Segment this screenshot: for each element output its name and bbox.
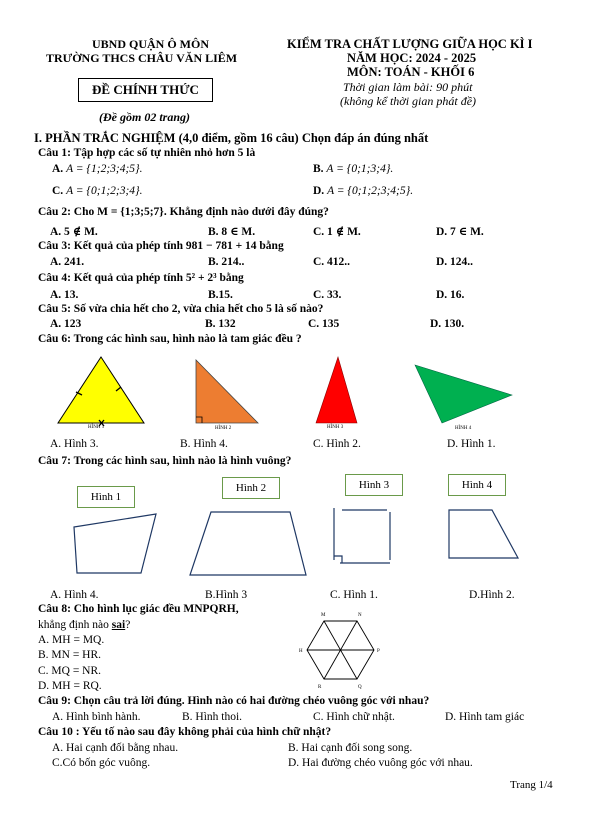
q4-option-a: A. 13. bbox=[50, 289, 79, 301]
q4-option-d: D. 16. bbox=[436, 289, 465, 301]
q7-option-d: D.Hình 2. bbox=[469, 589, 515, 601]
q10-stem-post: của hình chữ nhật? bbox=[233, 726, 332, 738]
q1-a-key: A. bbox=[52, 163, 64, 175]
q7-stem: Câu 7: Trong các hình sau, hình nào là hình vuông? bbox=[38, 455, 292, 467]
q2-option-c: C. 1 ∉ M. bbox=[313, 226, 361, 238]
q2-option-d: D. 7 ∈ M. bbox=[436, 226, 484, 238]
q1-b-key: B. bbox=[313, 163, 324, 175]
q7-label-1: Hình 1 bbox=[77, 486, 135, 508]
q3-stem: Câu 3: Kết quả của phép tính 981 − 781 + 14 bằng bbox=[38, 240, 284, 252]
q1-d-key: D. bbox=[313, 185, 325, 197]
q8-stem-line1: Câu 8: Cho hình lục giác đều MNPQRH, bbox=[38, 603, 239, 615]
q5-option-b: B. 132 bbox=[205, 318, 236, 330]
q5-option-a: A. 123 bbox=[50, 318, 82, 330]
q8-stem-line2 bbox=[38, 619, 130, 631]
q8-vertex-p: P bbox=[377, 649, 380, 654]
q3-option-d: D. 124.. bbox=[436, 256, 474, 268]
q1-b-text: A = {0;1;3;4}. bbox=[326, 163, 394, 175]
q1-d-text: A = {0;1;2;3;4;5}. bbox=[327, 185, 414, 197]
q6-figure-1-triangle bbox=[58, 357, 144, 423]
q6-figure-4-caption: HÌNH 4 bbox=[455, 426, 472, 431]
q7-option-c: C. Hình 1. bbox=[330, 589, 378, 601]
q8-hexagon bbox=[307, 621, 374, 679]
q8-vertex-q: Q bbox=[358, 685, 362, 690]
q8-option-c: C. MQ = NR. bbox=[38, 665, 102, 677]
district-name: UBND QUẬN Ô MÔN bbox=[92, 37, 209, 51]
q5-option-d: D. 130. bbox=[430, 318, 465, 330]
q10-option-c: C.Có bốn góc vuông. bbox=[52, 757, 151, 769]
q2-stem: Câu 2: Cho M = {1;3;5;7}. Khẳng định nào dưới đây đúng? bbox=[38, 206, 329, 218]
q9-option-c: C. Hình chữ nhật. bbox=[313, 711, 395, 723]
q7-figure-2-shape bbox=[190, 512, 306, 575]
q9-option-a: A. Hình bình hành. bbox=[52, 711, 141, 723]
q2-option-b: B. 8 ∈ M. bbox=[208, 226, 256, 238]
q7-figure-3-shape bbox=[334, 508, 390, 563]
q1-c-key: C. bbox=[52, 185, 64, 197]
q6-option-d: D. Hình 1. bbox=[447, 438, 496, 450]
q9-option-d: D. Hình tam giác bbox=[445, 711, 525, 723]
q6-option-b: B. Hình 4. bbox=[180, 438, 228, 450]
exam-time: Thời gian làm bài: 90 phút bbox=[343, 80, 473, 94]
q10-stem-emphasis: không phải bbox=[178, 726, 234, 738]
subject: MÔN: TOÁN - KHỐI 6 bbox=[347, 65, 475, 79]
q9-option-b: B. Hình thoi. bbox=[182, 711, 243, 723]
official-label: ĐỀ CHÍNH THỨC bbox=[92, 82, 199, 97]
q7-figure-1-shape bbox=[74, 514, 156, 573]
q6-stem: Câu 6: Trong các hình sau, hình nào là tam giác đều ? bbox=[38, 333, 302, 345]
q4-option-c: C. 33. bbox=[313, 289, 342, 301]
q7-figure-4-shape bbox=[449, 510, 518, 558]
q10-option-b: B. Hai cạnh đối song song. bbox=[288, 742, 413, 754]
q7-label-3: Hình 3 bbox=[345, 474, 403, 496]
school-year: NĂM HỌC: 2024 - 2025 bbox=[347, 51, 477, 65]
q8-option-a: A. MH = MQ. bbox=[38, 634, 105, 646]
q8-stem2-emphasis: sai bbox=[111, 619, 126, 631]
section-title: I. PHẦN TRẮC NGHIỆM (4,0 điểm, gồm 16 câu) Chọn đáp án đúng nhất bbox=[34, 131, 429, 145]
q10-stem-pre: Câu 10 : Yếu tố nào sau đây bbox=[38, 726, 179, 738]
q1-stem: Câu 1: Tập hợp các số tự nhiên nhỏ hơn 5 là bbox=[38, 147, 256, 159]
school-name: TRƯỜNG THCS CHÂU VĂN LIÊM bbox=[46, 51, 238, 65]
q8-stem2-post: ? bbox=[125, 619, 131, 631]
q10-option-a: A. Hai cạnh đối bằng nhau. bbox=[52, 742, 179, 754]
exam-title: KIỂM TRA CHẤT LƯỢNG GIỮA HỌC KÌ I bbox=[287, 37, 533, 51]
q6-figure-1-caption: HÌNH 1 bbox=[88, 425, 105, 430]
q3-option-b: B. 214.. bbox=[208, 256, 245, 268]
q7-option-a: A. Hình 4. bbox=[50, 589, 99, 601]
q1-c-text: A = {0;1;2;3;4}. bbox=[66, 185, 143, 197]
q8-stem2-pre: khẳng định nào bbox=[38, 619, 112, 631]
q6-figure-3-caption: HÌNH 3 bbox=[327, 425, 344, 430]
q9-stem: Câu 9: Chọn câu trả lời đúng. Hình nào có hai đường chéo vuông góc với nhau? bbox=[38, 695, 430, 707]
q4-stem: Câu 4: Kết quả của phép tính 5² + 2³ bằng bbox=[38, 272, 244, 284]
q10-option-d: D. Hai đường chéo vuông góc với nhau. bbox=[288, 757, 473, 769]
q8-vertex-h: H bbox=[299, 649, 303, 654]
exam-time-note: (không kể thời gian phát đề) bbox=[340, 94, 477, 108]
q6-figure-2-caption: HÌNH 2 bbox=[215, 426, 232, 431]
q7-label-4: Hình 4 bbox=[448, 474, 506, 496]
q6-figure-4-triangle bbox=[415, 365, 512, 423]
q7-label-2: Hình 2 bbox=[222, 477, 280, 499]
q5-stem: Câu 5: Số vừa chia hết cho 2, vừa chia hết cho 5 là số nào? bbox=[38, 303, 324, 315]
q8-vertex-r: R bbox=[318, 685, 322, 690]
q6-figure-2-triangle bbox=[196, 360, 258, 423]
q10-stem bbox=[38, 726, 331, 738]
q1-a-text: A = {1;2;3;4;5}. bbox=[66, 163, 143, 175]
q5-option-c: C. 135 bbox=[308, 318, 340, 330]
pages-note: (Đề gồm 02 trang) bbox=[99, 110, 190, 124]
q8-option-d: D. MH = RQ. bbox=[38, 680, 102, 692]
q6-option-a: A. Hình 3. bbox=[50, 438, 99, 450]
q8-option-b: B. MN = HR. bbox=[38, 649, 102, 661]
q7-option-b: B.Hình 3 bbox=[205, 589, 248, 601]
q8-vertex-m: M bbox=[321, 613, 326, 618]
q6-option-c: C. Hình 2. bbox=[313, 438, 361, 450]
q3-option-a: A. 241. bbox=[50, 256, 85, 268]
page-number: Trang 1/4 bbox=[510, 779, 553, 791]
q6-figure-3-triangle bbox=[316, 357, 357, 423]
q8-vertex-n: N bbox=[358, 613, 362, 618]
q3-option-c: C. 412.. bbox=[313, 256, 351, 268]
q4-option-b: B.15. bbox=[208, 289, 233, 301]
q2-option-a: A. 5 ∉ M. bbox=[50, 226, 98, 238]
